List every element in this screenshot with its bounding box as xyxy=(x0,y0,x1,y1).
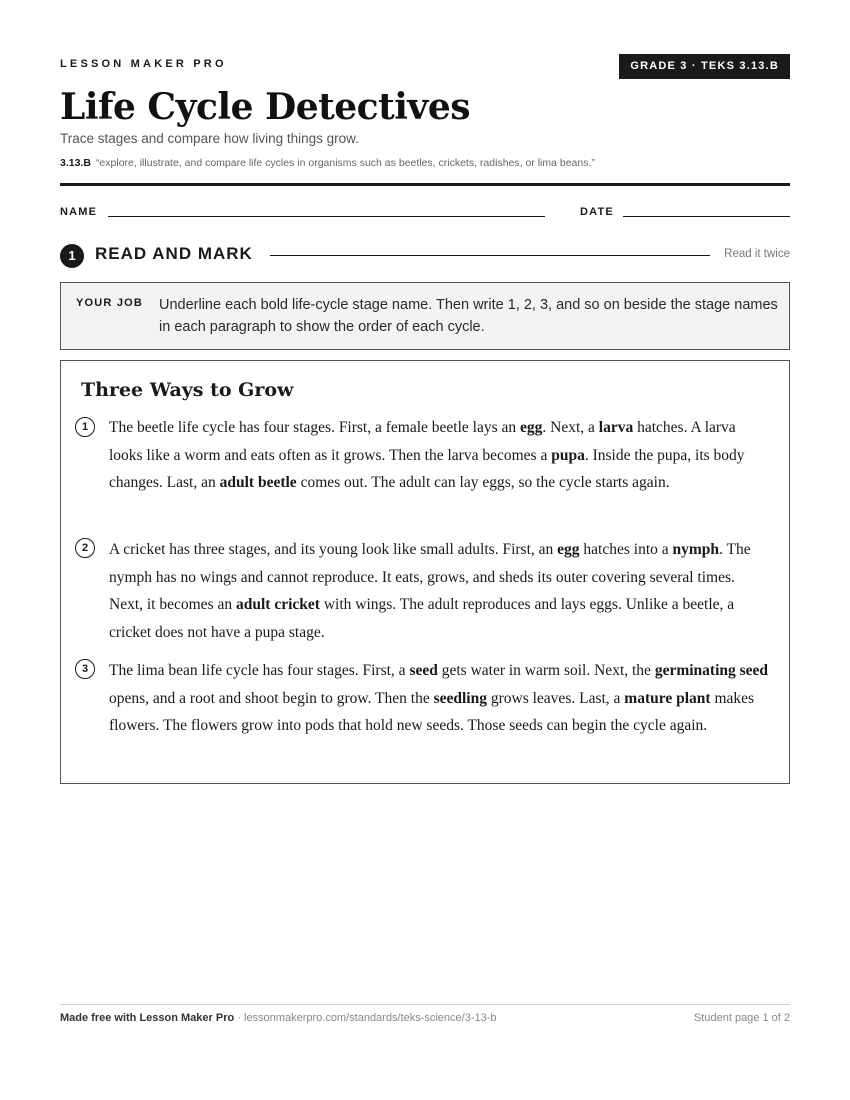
header-divider xyxy=(60,183,790,186)
step-number: 1 xyxy=(60,244,84,268)
paragraph-text: hatches into a xyxy=(579,541,673,558)
stage-name: seedling xyxy=(433,689,487,707)
standard-citation xyxy=(60,157,595,169)
name-label: NAME xyxy=(60,206,98,218)
footer-divider xyxy=(60,1004,790,1005)
paragraph-text: grows leaves. Last, a xyxy=(486,689,625,707)
standard-code: 3.13.B xyxy=(60,157,91,169)
paragraph-beetle xyxy=(109,414,769,497)
paragraph-text: hatches. A larva looks like a worm and eats often as it grows. Then the larva becomes a xyxy=(109,419,736,464)
date-label: DATE xyxy=(580,206,614,218)
paragraph-text: . The nymph has no wings and cannot reproduce. It eats, grows, and sheds its outer covering several times. Next, it becomes an xyxy=(109,541,751,613)
paragraph-number: 3 xyxy=(75,659,95,679)
stage-name: pupa xyxy=(551,446,585,464)
paragraph-text: . Next, a xyxy=(542,419,599,436)
instructions-box xyxy=(60,282,790,350)
reading-passage-box xyxy=(60,360,790,784)
paragraph-number: 1 xyxy=(75,417,95,437)
reading-title: Three Ways to Grow xyxy=(81,379,294,401)
footer-credit xyxy=(60,1012,497,1024)
stage-name: nymph xyxy=(672,541,720,558)
grade-badge: GRADE 3 · TEKS 3.13.B xyxy=(619,54,790,79)
footer-page-number: Student page 1 of 2 xyxy=(693,1012,790,1024)
footer-made-with: Made free with Lesson Maker Pro xyxy=(60,1012,235,1024)
paragraph-text: with wings. The adult reproduces and lays eggs. Unlike a beetle, a cricket does not have a pupa stage. xyxy=(109,596,735,641)
paragraph-cricket xyxy=(109,536,769,646)
stage-name: adult beetle xyxy=(219,474,297,491)
name-line[interactable] xyxy=(108,216,545,217)
section-hint: Read it twice xyxy=(724,248,790,260)
stage-name: mature plant xyxy=(624,689,711,707)
instructions-label: YOUR JOB xyxy=(76,297,144,309)
paragraph-text: The lima bean life cycle has four stages. First, a xyxy=(109,662,410,679)
date-line[interactable] xyxy=(623,216,790,217)
page-title: Life Cycle Detectives xyxy=(60,86,470,128)
footer-url[interactable]: lessonmakerpro.com/standards/teks-science/3-13-b xyxy=(244,1012,497,1024)
paragraph-text: . Inside the pupa, its body changes. Last, an xyxy=(109,446,745,491)
stage-name: seed xyxy=(409,662,438,679)
page-subtitle: Trace stages and compare how living things grow. xyxy=(60,131,359,146)
paragraph-number: 2 xyxy=(75,538,95,558)
standard-text: “explore, illustrate, and compare life cycles in organisms such as beetles, crickets, radishes, or lima beans.” xyxy=(95,157,595,169)
section-title: READ AND MARK xyxy=(95,244,253,263)
footer-separator: · xyxy=(234,1012,244,1024)
section-divider xyxy=(270,255,710,256)
stage-name: egg xyxy=(520,419,543,436)
paragraph-text: gets water in warm soil. Next, the xyxy=(437,662,655,679)
stage-name: germinating seed xyxy=(654,662,769,679)
paragraph-text: comes out. The adult can lay eggs, so the cycle starts again. xyxy=(296,474,670,491)
paragraph-text: opens, and a root and shoot begin to grow. Then the xyxy=(109,689,434,707)
paragraph-text: makes flowers. The flowers grow into pods that hold new seeds. Those seeds can begin the cycle again. xyxy=(109,689,755,734)
stage-name: egg xyxy=(557,541,580,558)
paragraph-text: The beetle life cycle has four stages. First, a female beetle lays an xyxy=(109,419,521,436)
stage-name: adult cricket xyxy=(235,596,320,613)
section-header-read-and-mark xyxy=(60,243,790,269)
paragraph-lima-bean xyxy=(109,657,769,740)
stage-name: larva xyxy=(598,419,634,436)
brand-name: LESSON MAKER PRO xyxy=(60,58,227,70)
instructions-text: Underline each bold life-cycle stage name. Then write 1, 2, 3, and so on beside the stage names in each paragraph to show the order of each cycle. xyxy=(159,297,778,335)
paragraph-text: A cricket has three stages, and its young look like small adults. First, an xyxy=(109,541,558,558)
